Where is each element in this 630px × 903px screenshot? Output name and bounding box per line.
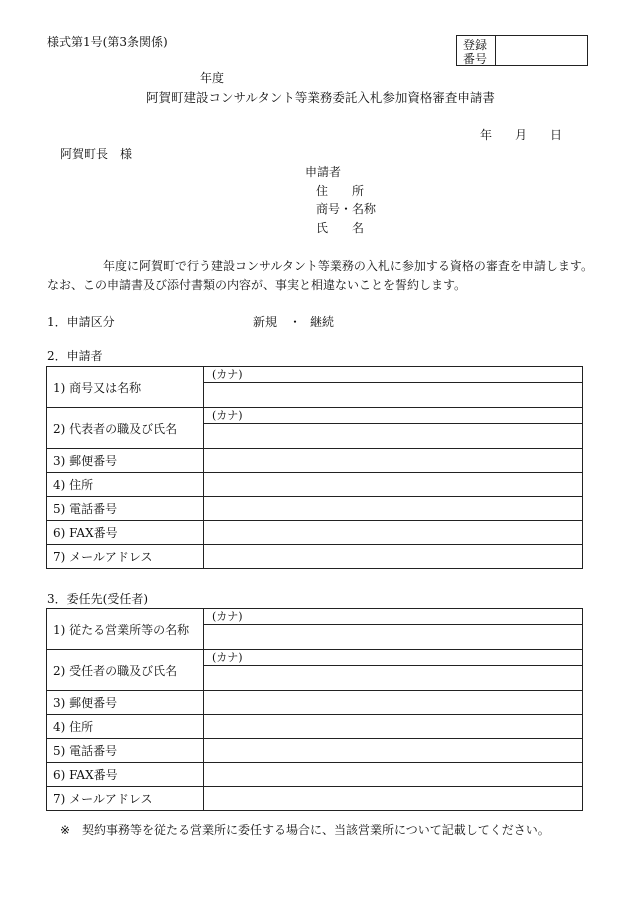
table-row: [47, 521, 583, 545]
email-field[interactable]: [204, 545, 583, 569]
row-label: 5) 電話番号: [47, 497, 204, 521]
representative-field[interactable]: [204, 408, 583, 449]
kana-label: (カナ): [204, 650, 582, 666]
row-label: 2) 受任者の職及び氏名: [47, 650, 204, 691]
row-label: 4) 住所: [47, 473, 204, 497]
table-row: [47, 739, 583, 763]
body-text-line1: 年度に阿賀町で行う建設コンサルタント等業務の入札に参加する資格の審査を申請します。: [103, 259, 593, 273]
table-row: [47, 650, 583, 691]
section1-title: 1．申請区分: [47, 315, 115, 329]
row-label: 6) FAX番号: [47, 763, 204, 787]
addressee: 阿賀町長 様: [60, 147, 133, 161]
table-row: [47, 449, 583, 473]
section3-title: 3．委任先(受任者): [47, 592, 148, 606]
footnote-mark: ※: [60, 823, 71, 837]
phone-field[interactable]: [204, 497, 583, 521]
row-label: 7) メールアドレス: [47, 787, 204, 811]
row-label: 5) 電話番号: [47, 739, 204, 763]
delegate-phone-field[interactable]: [204, 739, 583, 763]
trade-name-field[interactable]: [204, 367, 583, 408]
row-label: 1) 従たる営業所等の名称: [47, 609, 204, 650]
delegate-name-field[interactable]: [204, 650, 583, 691]
date-day: 日: [550, 128, 563, 142]
table-row: [47, 367, 583, 408]
registration-number-field[interactable]: [496, 36, 587, 65]
row-label: 3) 郵便番号: [47, 449, 204, 473]
applicant-table: [46, 366, 583, 569]
row-label: 3) 郵便番号: [47, 691, 204, 715]
option-new[interactable]: 新規: [253, 315, 278, 329]
kana-label: (カナ): [204, 609, 582, 625]
row-label: 2) 代表者の職及び氏名: [47, 408, 204, 449]
date-year: 年: [480, 128, 493, 142]
fiscal-year-label: 年度: [200, 71, 225, 85]
delegate-fax-field[interactable]: [204, 763, 583, 787]
option-continue[interactable]: 継続: [310, 315, 335, 329]
document-title: 阿賀町建設コンサルタント等業務委託入札参加資格審査申請書: [146, 90, 495, 105]
delegate-address-field[interactable]: [204, 715, 583, 739]
address-field[interactable]: [204, 473, 583, 497]
table-row: [47, 497, 583, 521]
option-separator: ・: [289, 315, 302, 329]
delegate-table: [46, 608, 583, 811]
kana-label: (カナ): [204, 408, 582, 424]
row-label: 1) 商号又は名称: [47, 367, 204, 408]
table-row: [47, 408, 583, 449]
applicant-address-label: 住 所: [316, 184, 365, 198]
registration-number-box: [456, 35, 588, 66]
table-row: [47, 609, 583, 650]
row-label: 4) 住所: [47, 715, 204, 739]
row-label: 7) メールアドレス: [47, 545, 204, 569]
branch-name-field[interactable]: [204, 609, 583, 650]
fax-field[interactable]: [204, 521, 583, 545]
section2-title: 2．申請者: [47, 349, 103, 363]
footnote-text: 契約事務等を従たる営業所に委任する場合に、当該営業所について記載してください。: [82, 823, 550, 837]
delegate-email-field[interactable]: [204, 787, 583, 811]
body-text-line2: なお、この申請書及び添付書類の内容が、事実と相違ないことを誓約します。: [47, 278, 467, 292]
delegate-postal-code-field[interactable]: [204, 691, 583, 715]
table-row: [47, 787, 583, 811]
postal-code-field[interactable]: [204, 449, 583, 473]
table-row: [47, 715, 583, 739]
form-number: 様式第1号(第3条関係): [47, 35, 168, 49]
table-row: [47, 473, 583, 497]
applicant-trade-name-label: 商号・名称: [316, 202, 377, 216]
applicant-heading: 申請者: [305, 165, 342, 179]
table-row: [47, 545, 583, 569]
kana-label: (カナ): [204, 367, 582, 383]
applicant-name-label: 氏 名: [316, 221, 365, 235]
row-label: 6) FAX番号: [47, 521, 204, 545]
date-month: 月: [515, 128, 528, 142]
registration-label-1: 登録: [463, 38, 488, 52]
registration-label-2: 番号: [463, 52, 488, 66]
table-row: [47, 691, 583, 715]
table-row: [47, 763, 583, 787]
